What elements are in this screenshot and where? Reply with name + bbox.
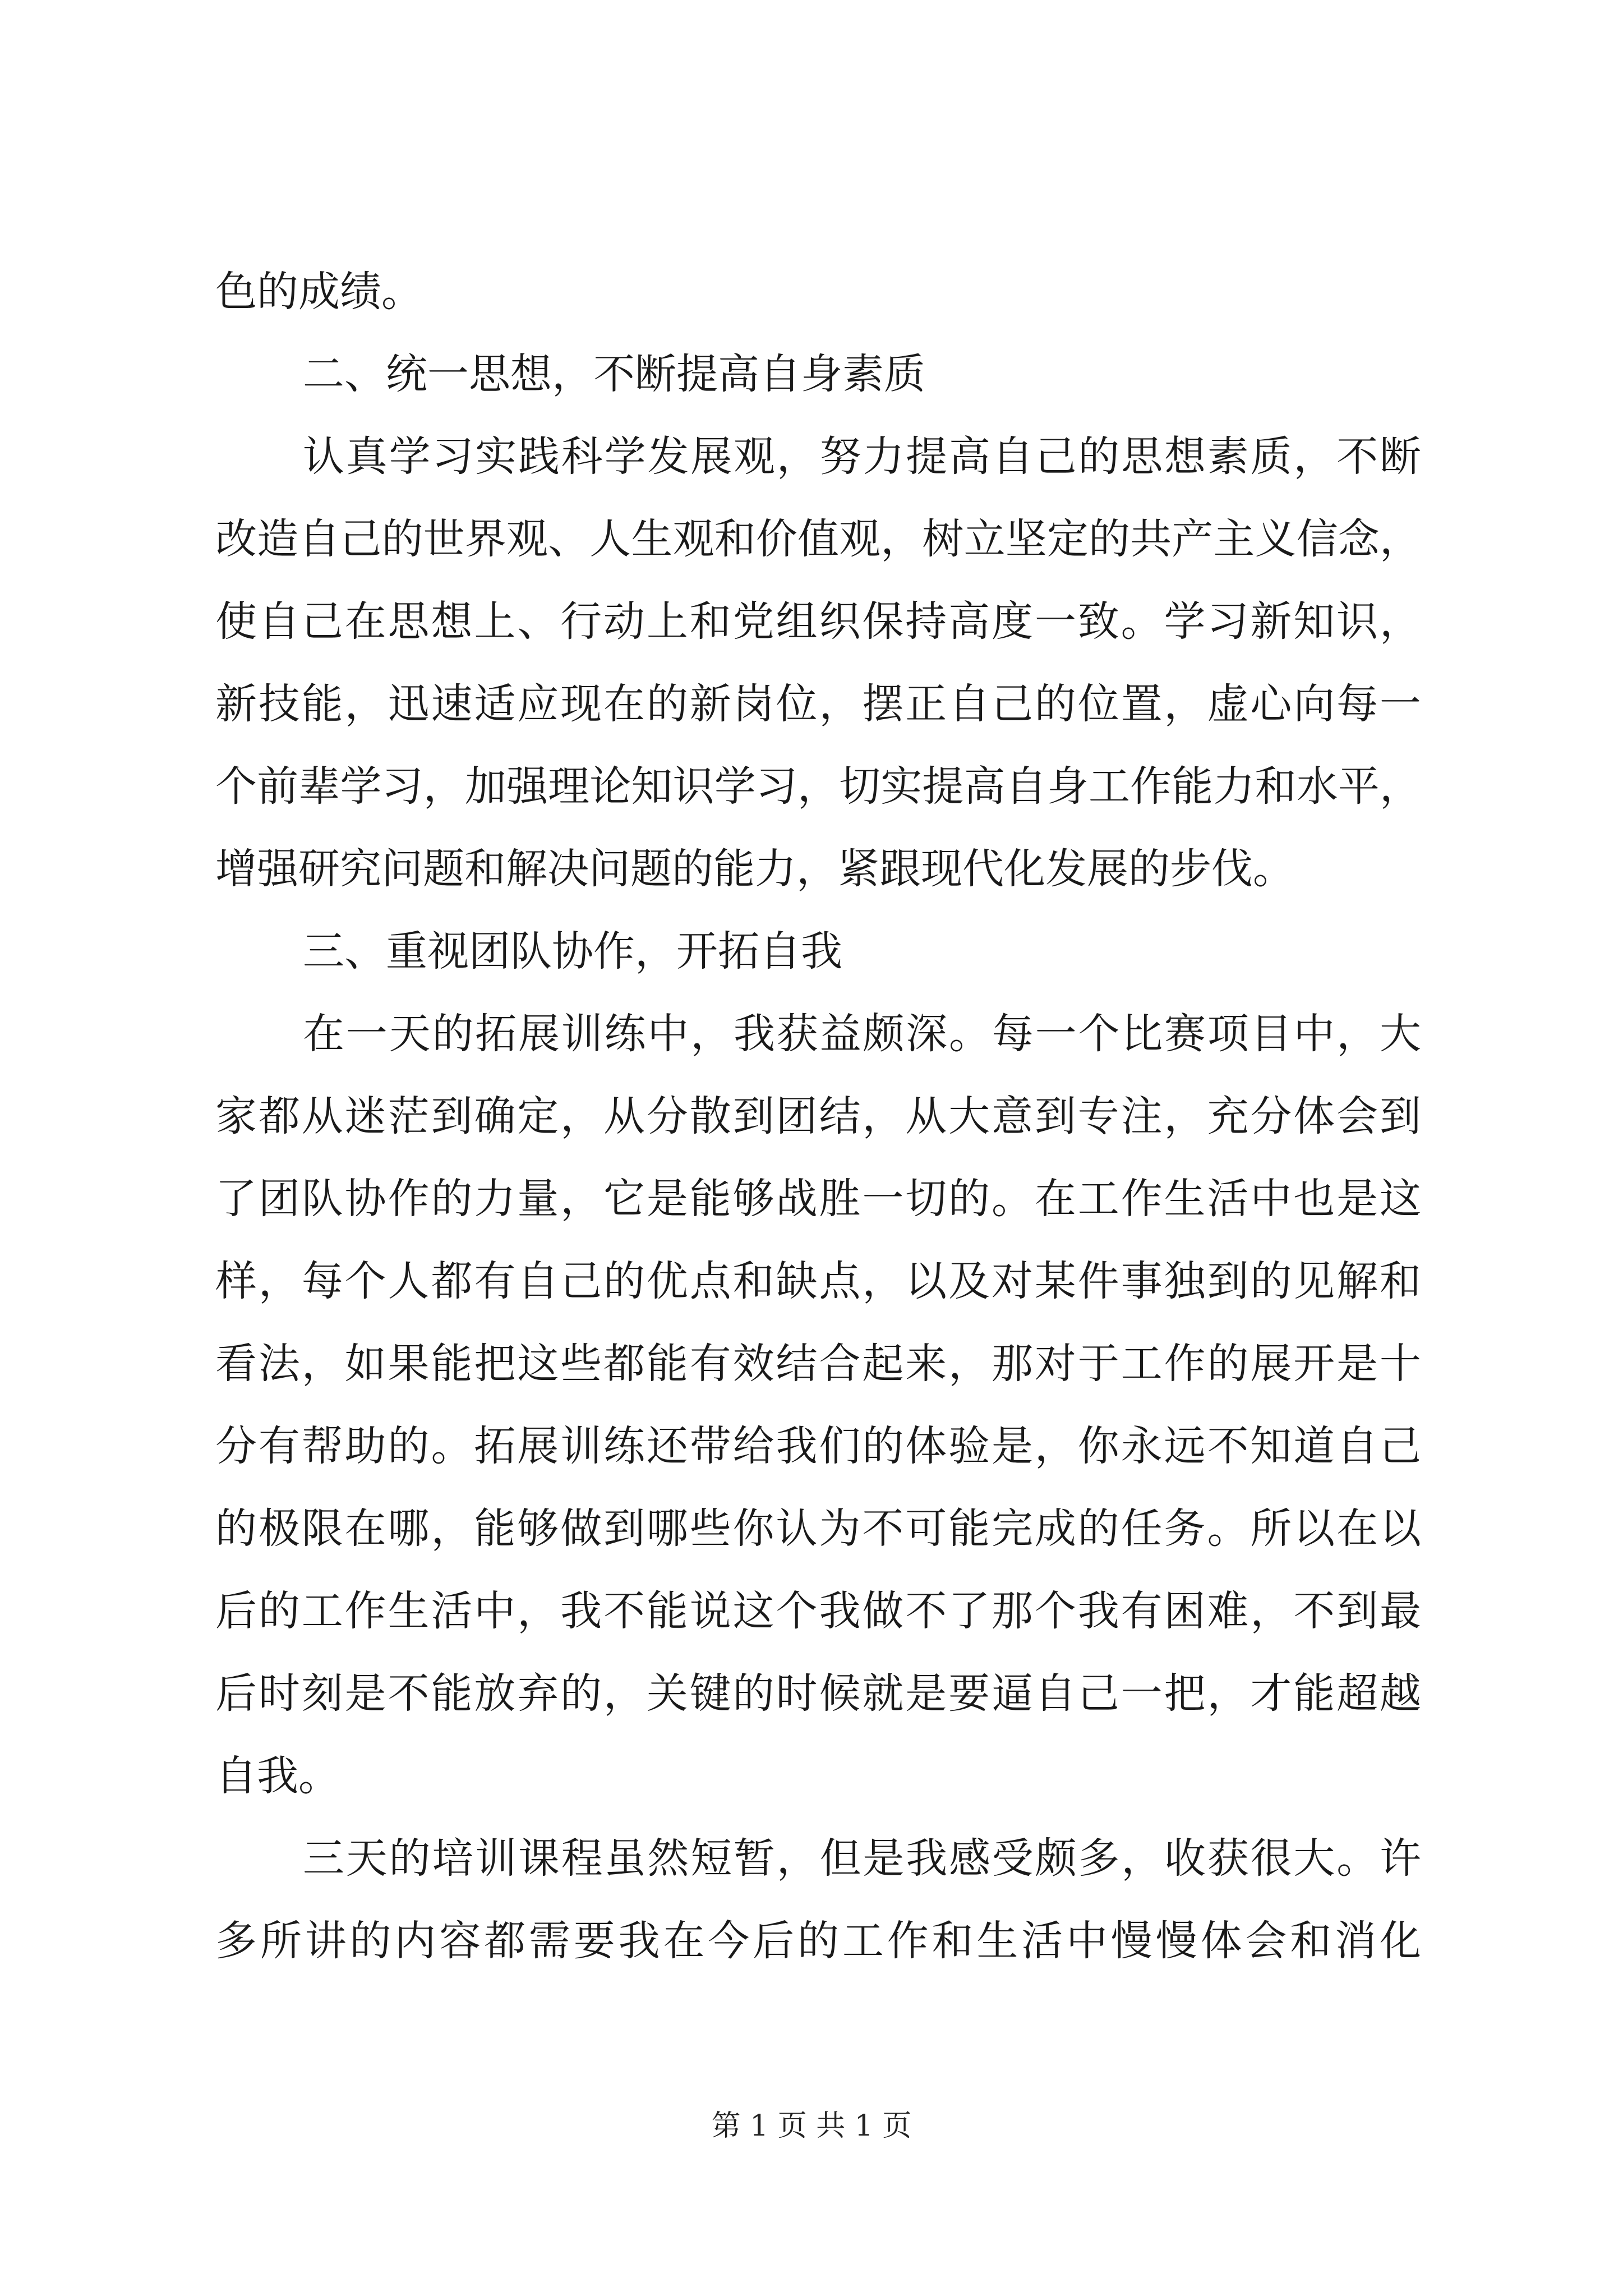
- paragraph-line: 个前辈学习，加强理论知识学习，切实提高自身工作能力和水平，: [215, 762, 1421, 811]
- paragraph-line: 家都从迷茫到确定，从分散到团结，从大意到专注，充分体会到: [215, 1092, 1421, 1140]
- paragraph-line: 改造自己的世界观、人生观和价值观，树立坚定的共产主义信念，: [215, 515, 1421, 563]
- paragraph-line: 多所讲的内容都需要我在今后的工作和生活中慢慢体会和消化: [215, 1917, 1421, 1965]
- paragraph-line: 增强研究问题和解决问题的能力，紧跟现代化发展的步伐。: [215, 845, 1294, 893]
- paragraph-line: 自我。: [215, 1752, 340, 1800]
- paragraph-line: 新技能，迅速适应现在的新岗位，摆正自己的位置，虚心向每一: [215, 680, 1421, 728]
- section-heading: 二、统一思想，不断提高自身素质: [303, 350, 925, 398]
- section-heading: 三、重视团队协作，开拓自我: [303, 927, 842, 976]
- paragraph-line: 后时刻是不能放弃的，关键的时候就是要逼自己一把，才能超越: [215, 1669, 1421, 1718]
- paragraph-line: 色的成绩。: [215, 268, 423, 316]
- paragraph-line: 在一天的拓展训练中，我获益颇深。每一个比赛项目中，大: [303, 1010, 1421, 1058]
- page-footer: 第 1 页 共 1 页: [711, 2109, 912, 2143]
- paragraph-line: 三天的培训课程虽然短暂，但是我感受颇多，收获很大。许: [303, 1834, 1421, 1883]
- paragraph-line: 后的工作生活中，我不能说这个我做不了那个我有困难，不到最: [215, 1587, 1421, 1635]
- paragraph-line: 看法，如果能把这些都能有效结合起来，那对于工作的展开是十: [215, 1340, 1421, 1388]
- paragraph-line: 样，每个人都有自己的优点和缺点，以及对某件事独到的见解和: [215, 1257, 1421, 1305]
- paragraph-line: 了团队协作的力量，它是能够战胜一切的。在工作生活中也是这: [215, 1175, 1421, 1223]
- paragraph-line: 分有帮助的。拓展训练还带给我们的体验是，你永远不知道自己: [215, 1422, 1421, 1470]
- paragraph-line: 使自己在思想上、行动上和党组织保持高度一致。学习新知识，: [215, 597, 1421, 646]
- paragraph-line: 的极限在哪，能够做到哪些你认为不可能完成的任务。所以在以: [215, 1504, 1421, 1553]
- paragraph-line: 认真学习实践科学发展观，努力提高自己的思想素质，不断: [303, 432, 1421, 481]
